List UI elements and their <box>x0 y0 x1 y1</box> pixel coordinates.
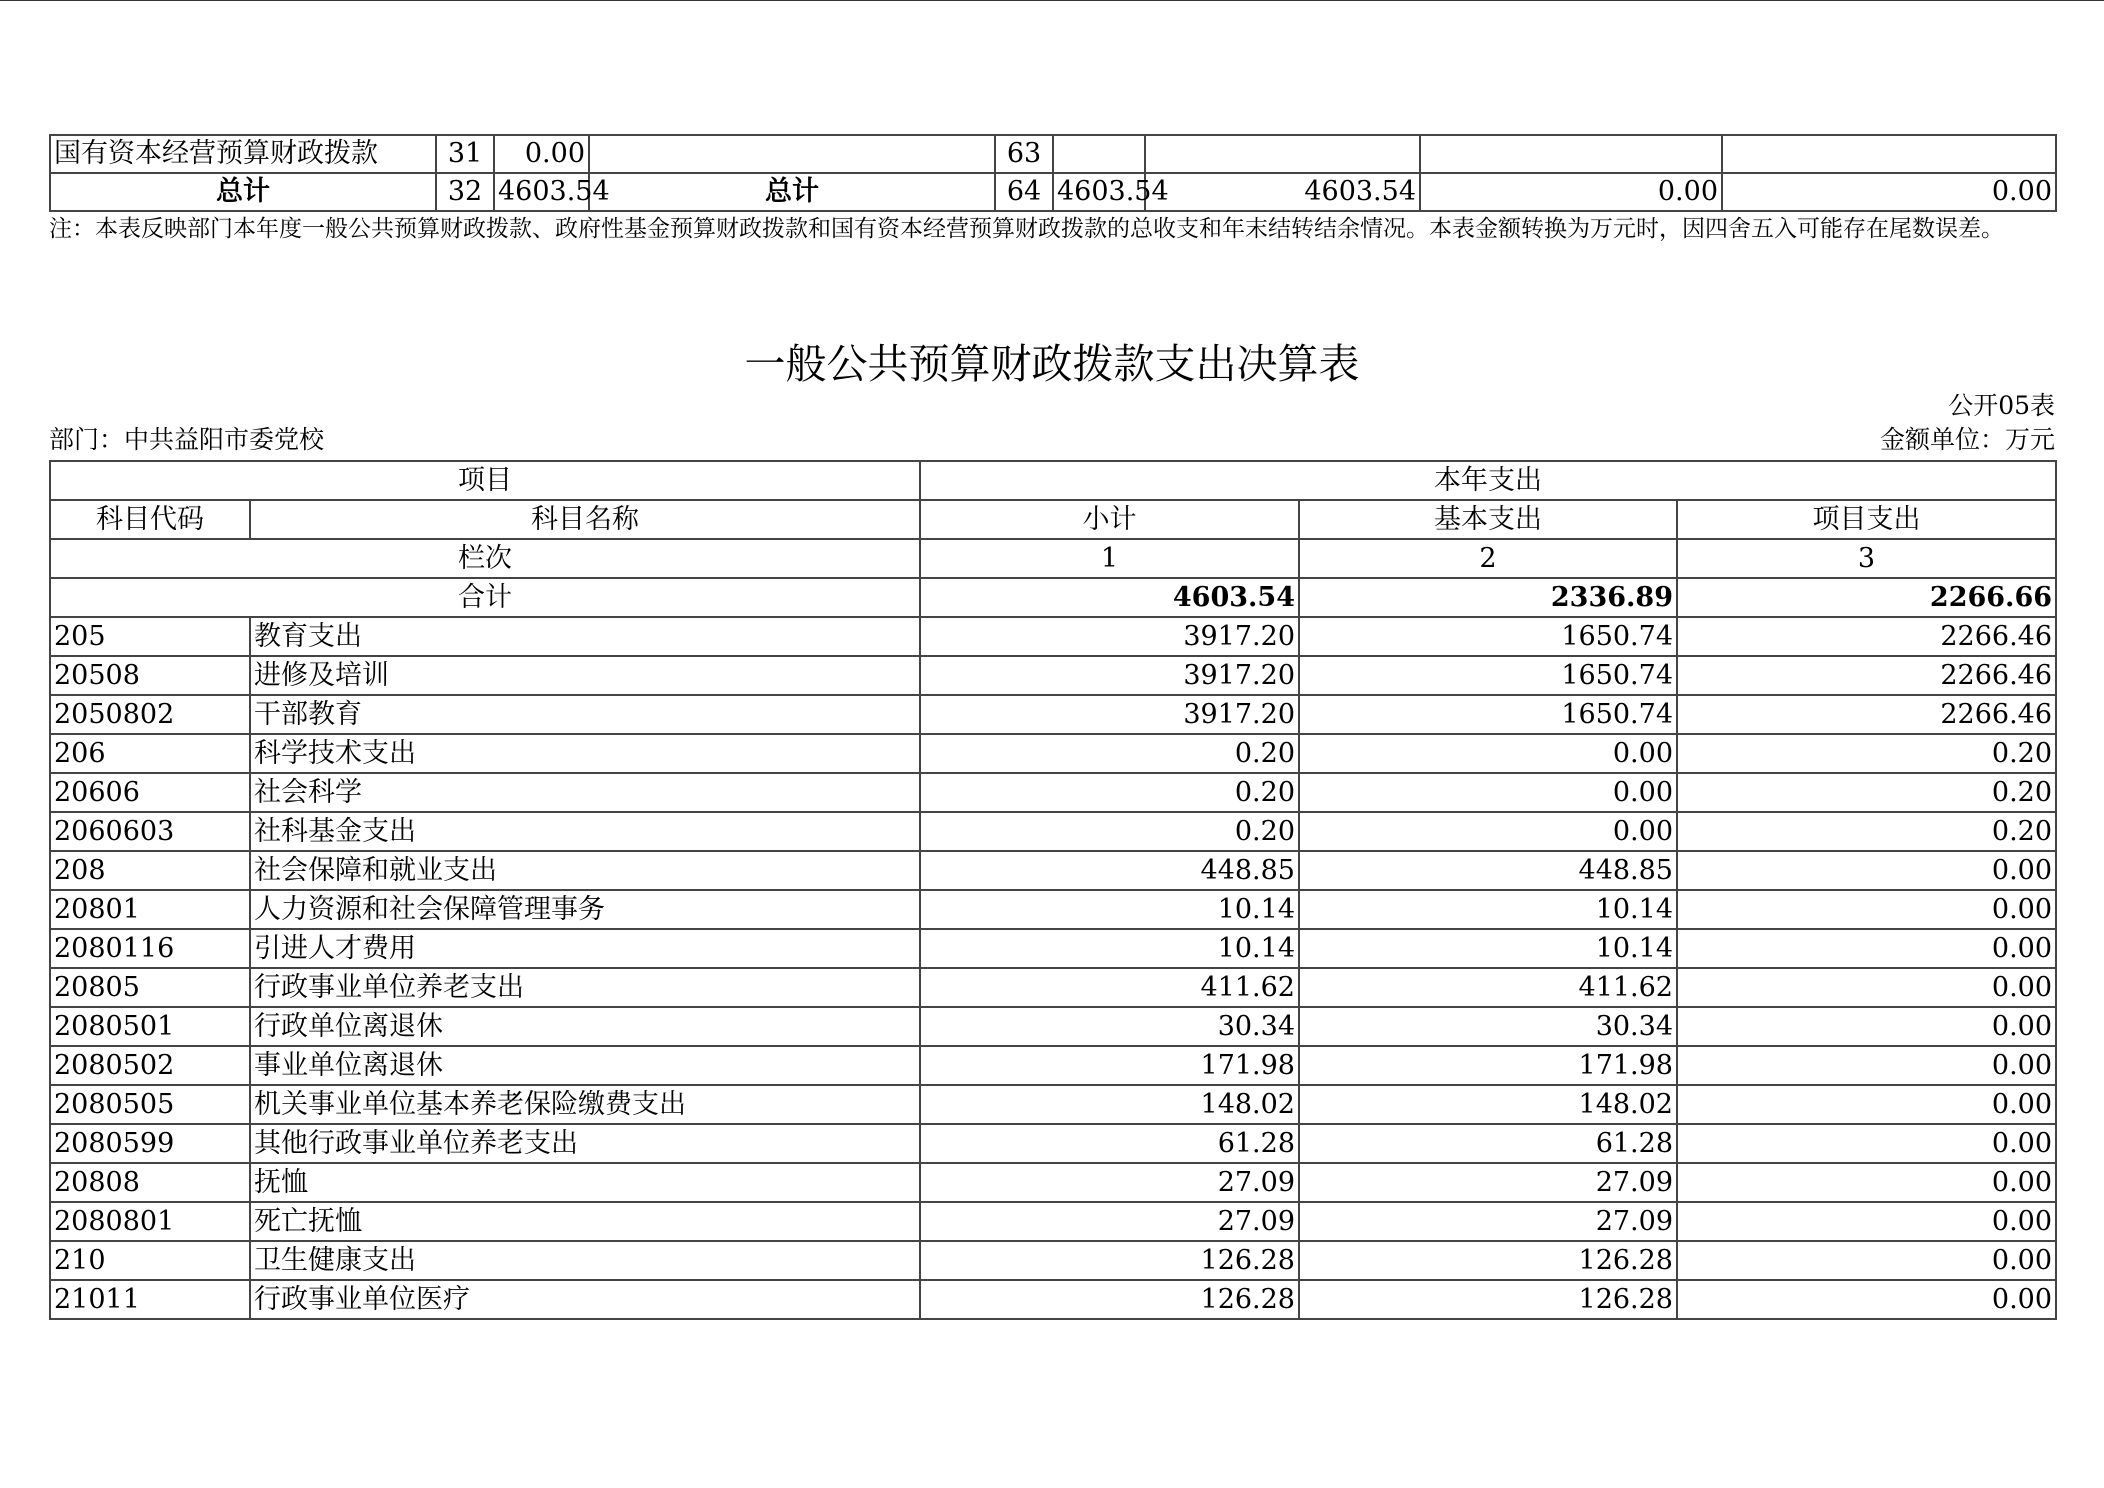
row-project: 2266.46 <box>1677 617 2056 656</box>
row-name: 卫生健康支出 <box>250 1241 920 1280</box>
row-subtotal: 10.14 <box>920 929 1299 968</box>
row-name: 事业单位离退休 <box>250 1046 920 1085</box>
column-index-1: 1 <box>920 539 1299 578</box>
row-basic: 0.00 <box>1299 773 1677 812</box>
row-basic: 171.98 <box>1299 1046 1677 1085</box>
row-code: 2080505 <box>50 1085 250 1124</box>
header-basic: 基本支出 <box>1299 500 1677 539</box>
row-project: 0.00 <box>1677 1241 2056 1280</box>
expense-c2 <box>1420 135 1722 173</box>
row-subtotal: 126.28 <box>920 1241 1299 1280</box>
table-row <box>50 890 2056 929</box>
table-row <box>50 1124 2056 1163</box>
row-name: 人力资源和社会保障管理事务 <box>250 890 920 929</box>
header-code: 科目代码 <box>50 500 250 539</box>
table-row <box>50 1046 2056 1085</box>
row-code: 2080116 <box>50 929 250 968</box>
row-basic: 30.34 <box>1299 1007 1677 1046</box>
row-basic: 126.28 <box>1299 1280 1677 1319</box>
income-amount: 0.00 <box>494 135 589 173</box>
row-name: 抚恤 <box>250 1163 920 1202</box>
row-code: 2050802 <box>50 695 250 734</box>
row-name: 机关事业单位基本养老保险缴费支出 <box>250 1085 920 1124</box>
row-name: 进修及培训 <box>250 656 920 695</box>
table-number: 公开05表 <box>1948 391 2055 420</box>
row-code: 210 <box>50 1241 250 1280</box>
row-subtotal: 3917.20 <box>920 617 1299 656</box>
row-project: 0.20 <box>1677 812 2056 851</box>
row-subtotal: 3917.20 <box>920 656 1299 695</box>
row-code: 2080801 <box>50 1202 250 1241</box>
row-subtotal: 61.28 <box>920 1124 1299 1163</box>
table-row <box>50 968 2056 1007</box>
row-code: 20606 <box>50 773 250 812</box>
total-row <box>50 578 2056 617</box>
expense-c2: 0.00 <box>1420 173 1722 211</box>
row-basic: 0.00 <box>1299 734 1677 773</box>
row-name: 行政事业单位养老支出 <box>250 968 920 1007</box>
expense-total <box>1053 135 1145 173</box>
table-row <box>50 1163 2056 1202</box>
table-row <box>50 812 2056 851</box>
row-project: 0.00 <box>1677 1046 2056 1085</box>
previous-table-tail <box>49 134 2057 212</box>
row-basic: 1650.74 <box>1299 617 1677 656</box>
row-name: 死亡抚恤 <box>250 1202 920 1241</box>
row-project: 0.00 <box>1677 929 2056 968</box>
row-basic: 0.00 <box>1299 812 1677 851</box>
row-project: 0.20 <box>1677 773 2056 812</box>
row-code: 2080501 <box>50 1007 250 1046</box>
row-subtotal: 0.20 <box>920 812 1299 851</box>
row-name: 社会科学 <box>250 773 920 812</box>
expense-line: 63 <box>995 135 1053 173</box>
row-name: 教育支出 <box>250 617 920 656</box>
column-index-row <box>50 539 2056 578</box>
row-code: 205 <box>50 617 250 656</box>
row-subtotal: 171.98 <box>920 1046 1299 1085</box>
table-row <box>50 135 2056 173</box>
total-project: 2266.66 <box>1677 578 2056 617</box>
table-row <box>50 695 2056 734</box>
row-basic: 1650.74 <box>1299 656 1677 695</box>
row-subtotal: 27.09 <box>920 1202 1299 1241</box>
header-row <box>50 500 2056 539</box>
table-note: 注：本表反映部门本年度一般公共预算财政拨款、政府性基金预算财政拨款和国有资本经营预算财政拨款的总收支和年末结转结余情况。本表金额转换为万元时，因四舍五入可能存在尾数误差。 <box>49 216 2004 242</box>
header-project: 项目支出 <box>1677 500 2056 539</box>
expense-c1 <box>1145 135 1420 173</box>
row-subtotal: 148.02 <box>920 1085 1299 1124</box>
row-code: 206 <box>50 734 250 773</box>
header-subtotal: 小计 <box>920 500 1299 539</box>
table-row <box>50 734 2056 773</box>
income-line: 32 <box>436 173 494 211</box>
row-name: 科学技术支出 <box>250 734 920 773</box>
row-project: 0.00 <box>1677 1202 2056 1241</box>
row-basic: 148.02 <box>1299 1085 1677 1124</box>
row-project: 0.20 <box>1677 734 2056 773</box>
row-basic: 27.09 <box>1299 1202 1677 1241</box>
row-code: 20508 <box>50 656 250 695</box>
amount-unit-label: 金额单位：万元 <box>1879 425 2055 454</box>
row-subtotal: 27.09 <box>920 1163 1299 1202</box>
table-row <box>50 617 2056 656</box>
row-basic: 10.14 <box>1299 890 1677 929</box>
expense-c3: 0.00 <box>1722 173 2056 211</box>
row-subtotal: 30.34 <box>920 1007 1299 1046</box>
expense-line: 64 <box>995 173 1053 211</box>
row-basic: 448.85 <box>1299 851 1677 890</box>
row-project: 0.00 <box>1677 1280 2056 1319</box>
row-subtotal: 411.62 <box>920 968 1299 1007</box>
income-total-label: 总计 <box>50 173 436 211</box>
total-subtotal: 4603.54 <box>920 578 1299 617</box>
income-item: 国有资本经营预算财政拨款 <box>50 135 436 173</box>
row-project: 0.00 <box>1677 1007 2056 1046</box>
row-project: 0.00 <box>1677 851 2056 890</box>
row-name: 行政单位离退休 <box>250 1007 920 1046</box>
income-amount: 4603.54 <box>494 173 589 211</box>
row-project: 2266.46 <box>1677 695 2056 734</box>
row-code: 2080502 <box>50 1046 250 1085</box>
row-name: 社科基金支出 <box>250 812 920 851</box>
row-subtotal: 0.20 <box>920 773 1299 812</box>
row-subtotal: 126.28 <box>920 1280 1299 1319</box>
page-title: 一般公共预算财政拨款支出决算表 <box>744 340 1360 388</box>
expense-c3 <box>1722 135 2056 173</box>
row-basic: 411.62 <box>1299 968 1677 1007</box>
expenditure-table <box>49 460 2057 1320</box>
table-row <box>50 1202 2056 1241</box>
table-row <box>50 1280 2056 1319</box>
table-row <box>50 1241 2056 1280</box>
header-item: 项目 <box>50 461 920 500</box>
column-index-2: 2 <box>1299 539 1677 578</box>
row-project: 0.00 <box>1677 1124 2056 1163</box>
row-basic: 27.09 <box>1299 1163 1677 1202</box>
expense-total: 4603.54 <box>1053 173 1145 211</box>
row-code: 20801 <box>50 890 250 929</box>
row-subtotal: 10.14 <box>920 890 1299 929</box>
row-subtotal: 448.85 <box>920 851 1299 890</box>
table-row <box>50 851 2056 890</box>
row-project: 2266.46 <box>1677 656 2056 695</box>
header-name: 科目名称 <box>250 500 920 539</box>
income-line: 31 <box>436 135 494 173</box>
table-row <box>50 1085 2056 1124</box>
row-project: 0.00 <box>1677 1163 2056 1202</box>
expense-total-label: 总计 <box>589 173 995 211</box>
row-code: 2080599 <box>50 1124 250 1163</box>
row-code: 21011 <box>50 1280 250 1319</box>
row-code: 20805 <box>50 968 250 1007</box>
table-row <box>50 773 2056 812</box>
row-code: 20808 <box>50 1163 250 1202</box>
row-project: 0.00 <box>1677 968 2056 1007</box>
row-name: 其他行政事业单位养老支出 <box>250 1124 920 1163</box>
row-name: 引进人才费用 <box>250 929 920 968</box>
total-basic: 2336.89 <box>1299 578 1677 617</box>
row-basic: 10.14 <box>1299 929 1677 968</box>
department-label: 部门：中共益阳市委党校 <box>49 425 325 454</box>
row-name: 干部教育 <box>250 695 920 734</box>
page-top-border <box>0 0 2104 1</box>
row-basic: 61.28 <box>1299 1124 1677 1163</box>
row-code: 2060603 <box>50 812 250 851</box>
header-row <box>50 461 2056 500</box>
table-row <box>50 1007 2056 1046</box>
column-index-3: 3 <box>1677 539 2056 578</box>
row-name: 行政事业单位医疗 <box>250 1280 920 1319</box>
expense-item <box>589 135 995 173</box>
row-basic: 1650.74 <box>1299 695 1677 734</box>
table-row <box>50 929 2056 968</box>
grand-total-row <box>50 173 2056 211</box>
row-project: 0.00 <box>1677 890 2056 929</box>
row-basic: 126.28 <box>1299 1241 1677 1280</box>
column-index-label: 栏次 <box>50 539 920 578</box>
header-current-year: 本年支出 <box>920 461 2056 500</box>
total-label: 合计 <box>50 578 920 617</box>
row-subtotal: 3917.20 <box>920 695 1299 734</box>
row-project: 0.00 <box>1677 1085 2056 1124</box>
row-subtotal: 0.20 <box>920 734 1299 773</box>
row-name: 社会保障和就业支出 <box>250 851 920 890</box>
table-row <box>50 656 2056 695</box>
expense-c1: 4603.54 <box>1145 173 1420 211</box>
row-code: 208 <box>50 851 250 890</box>
